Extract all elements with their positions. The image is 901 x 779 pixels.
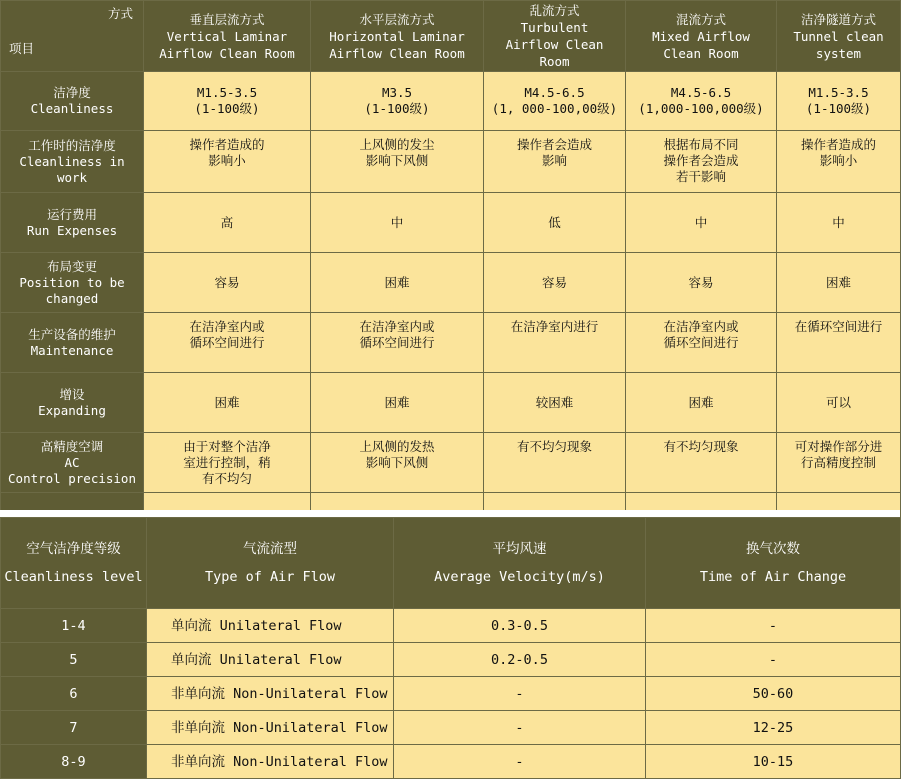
table-row	[1, 711, 901, 745]
row-label: 高精度空调 AC Control precision	[1, 433, 144, 493]
table-cell: 容易	[484, 253, 626, 313]
row-label: 布局变更 Position to be changed	[1, 253, 144, 313]
table-cell: 有不均匀现象	[484, 433, 626, 493]
table-cell: 上风侧的发尘 影响下风侧	[311, 131, 484, 193]
table-cell: 高	[144, 193, 311, 253]
change-cell: -	[646, 609, 901, 643]
table-cell: M3.5 (1-100级)	[311, 72, 484, 131]
row-label: 生产设备的维护 Maintenance	[1, 313, 144, 373]
cleanliness-level-table	[0, 517, 900, 770]
table-cell: 在洁净室内或 循环空间进行	[311, 313, 484, 373]
table-row	[1, 609, 901, 643]
table-row	[1, 72, 901, 131]
column-header-text: 混流方式 Mixed Airflow Clean Room	[652, 11, 750, 61]
column-header	[626, 1, 777, 72]
change-cell: 10-15	[646, 745, 901, 779]
column-header	[311, 1, 484, 72]
flow-cell: 单向流 Unilateral Flow	[147, 643, 394, 677]
column-header-text: 乱流方式 Turbulent Airflow Clean Room	[505, 3, 604, 69]
table-cell: 可以	[777, 373, 901, 433]
table-cell: 容易	[144, 253, 311, 313]
flow-cell: 非单向流 Non-Unilateral Flow	[147, 677, 394, 711]
row-label: 增设 Expanding	[1, 373, 144, 433]
change-cell: 50-60	[646, 677, 901, 711]
table-cell: M4.5-6.5 (1, 000-100,00级)	[484, 72, 626, 131]
table-cell: 困难	[144, 373, 311, 433]
flow-cell: 非单向流 Non-Unilateral Flow	[147, 745, 394, 779]
column-header-text: 空气洁净度等级 Cleanliness level	[4, 541, 143, 585]
table-cell: M4.5-6.5 (1,000-100,000级)	[626, 72, 777, 131]
table-row	[1, 643, 901, 677]
table-cell: 中	[626, 193, 777, 253]
table2-body	[1, 609, 901, 779]
velocity-cell: 0.3-0.5	[394, 609, 646, 643]
table-row	[1, 313, 901, 373]
corner-top-label: 方式	[107, 6, 133, 21]
table-row	[1, 373, 901, 433]
table-cell: 困难	[777, 253, 901, 313]
table-cell: 低	[484, 193, 626, 253]
velocity-cell: -	[394, 677, 646, 711]
column-header-text: 平均风速 Average Velocity(m/s)	[434, 541, 605, 585]
row-label: 运行费用 Run Expenses	[1, 193, 144, 253]
flow-cell: 非单向流 Non-Unilateral Flow	[147, 711, 394, 745]
table-cell: 容易	[626, 253, 777, 313]
table-cell: 操作者造成的 影响小	[777, 131, 901, 193]
table-separator	[0, 510, 900, 517]
header-row	[1, 1, 901, 72]
change-cell: 12-25	[646, 711, 901, 745]
corner-bottom-label: 项目	[9, 41, 35, 56]
table-cell: 中	[777, 193, 901, 253]
level-cell: 8-9	[1, 745, 147, 779]
column-header	[646, 518, 901, 609]
table-row	[1, 131, 901, 193]
flow-cell: 单向流 Unilateral Flow	[147, 609, 394, 643]
column-header-text: 洁净隧道方式 Tunnel clean system	[793, 11, 884, 61]
table-cell: 困难	[626, 373, 777, 433]
table-cell: 根据布局不同 操作者会造成 若干影响	[626, 131, 777, 193]
table-row	[1, 193, 901, 253]
table-cell: M1.5-3.5 (1-100级)	[144, 72, 311, 131]
column-header-text: 气流流型 Type of Air Flow	[204, 541, 336, 585]
velocity-cell: 0.2-0.5	[394, 643, 646, 677]
corner-cell	[1, 1, 144, 72]
table-cell: 可对操作部分进 行高精度控制	[777, 433, 901, 493]
table-cell: 操作者造成的 影响小	[144, 131, 311, 193]
level-cell: 7	[1, 711, 147, 745]
change-cell: -	[646, 643, 901, 677]
table-cell: 在洁净室内或 循环空间进行	[626, 313, 777, 373]
velocity-cell: -	[394, 745, 646, 779]
table-cell: 由于对整个洁净 室进行控制，稍 有不均匀	[144, 433, 311, 493]
table-cell: 困难	[311, 373, 484, 433]
column-header	[147, 518, 394, 609]
level-cell: 5	[1, 643, 147, 677]
table-cell: 操作者会造成 影响	[484, 131, 626, 193]
table-cell: 在循环空间进行	[777, 313, 901, 373]
row-label: 工作时的洁净度 Cleanliness in work	[1, 131, 144, 193]
table-cell: 较困难	[484, 373, 626, 433]
table1-body	[1, 72, 901, 523]
velocity-cell: -	[394, 711, 646, 745]
column-header	[777, 1, 901, 72]
table-cell: M1.5-3.5 (1-100级)	[777, 72, 901, 131]
table-row	[1, 433, 901, 493]
table-row	[1, 253, 901, 313]
table-cell: 在洁净室内进行	[484, 313, 626, 373]
level-cell: 1-4	[1, 609, 147, 643]
table-cell: 上风侧的发热 影响下风侧	[311, 433, 484, 493]
column-header	[144, 1, 311, 72]
table-cell: 中	[311, 193, 484, 253]
table-row	[1, 677, 901, 711]
column-header	[394, 518, 646, 609]
column-header	[1, 518, 147, 609]
column-header-text: 水平层流方式 Horizontal Laminar Airflow Clean Room	[329, 11, 465, 61]
level-cell: 6	[1, 677, 147, 711]
table-row	[1, 745, 901, 779]
table-cell: 有不均匀现象	[626, 433, 777, 493]
table-cell: 在洁净室内或 循环空间进行	[144, 313, 311, 373]
row-label: 洁净度 Cleanliness	[1, 72, 144, 131]
column-header	[484, 1, 626, 72]
column-header-text: 垂直层流方式 Vertical Laminar Airflow Clean Room	[159, 11, 295, 61]
table-cell: 困难	[311, 253, 484, 313]
header-row	[1, 518, 901, 609]
column-header-text: 换气次数 Time of Air Change	[699, 541, 847, 585]
